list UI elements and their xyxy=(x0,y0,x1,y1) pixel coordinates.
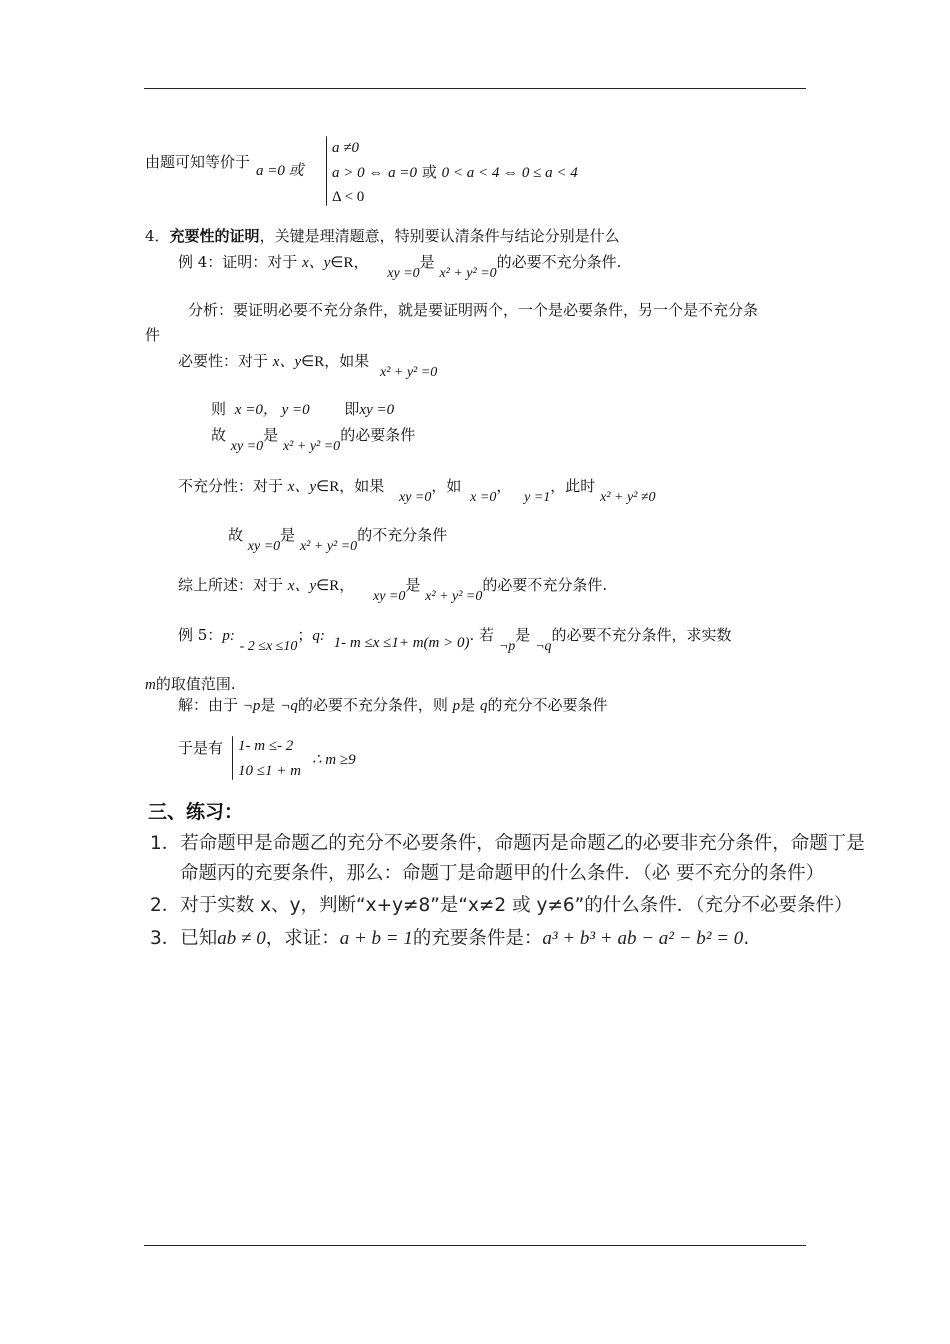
insufficiency-conclusion: 故 xy =0是 x² + y² =0的不充分条件 xyxy=(228,526,448,554)
s1-brace xyxy=(326,136,327,206)
header-rule xyxy=(144,88,806,89)
necessity-conclusion: 故 xy =0是 x² + y² =0的必要条件 xyxy=(211,426,416,454)
footer-rule xyxy=(144,1245,806,1246)
s1-cond3: Δ < 0 xyxy=(332,189,365,205)
analysis-line-2: 件 xyxy=(145,326,161,344)
solution-line: 解：由于 ¬p是 ¬q的必要不充分条件，则 p是 q的充分不必要条件 xyxy=(178,696,608,714)
practice-q1-line-2: 命题丙的充要条件，那么：命题丁是命题甲的什么条件．（必 要不充分的条件） xyxy=(180,863,825,884)
insufficiency-line: 不充分性：对于 x、y∈R，如果 xy =0，如 x =0， y =1，此时 x² + y² ≠0 xyxy=(178,477,656,505)
s1-cond1: a ≠0 xyxy=(332,140,359,156)
s1-cond2-line: a > 0 ⇔ a =0 或 0 < a < 4 ⇔ 0 ≤ a < 4 xyxy=(332,163,578,181)
practice-heading: 三、练习： xyxy=(148,801,244,823)
solution-cond-1: 1- m ≤- 2 xyxy=(238,738,294,754)
solution-brace xyxy=(232,736,233,780)
solution-system-label: 于是有 xyxy=(178,739,224,757)
s1-intro: 由题可知等价于 a =0 或 xyxy=(145,153,304,179)
analysis-line-1: 分析：要证明必要不充分条件，就是要证明两个，一个是必要条件，另一个是不充分条 xyxy=(188,301,759,319)
practice-q1-line-1: 1．若命题甲是命题乙的充分不必要条件，命题丙是命题乙的必要非充分条件，命题丁是 xyxy=(150,833,865,854)
practice-q2: 2．对于实数 x、y，判断“x+y≠8”是“x≠2 或 y≠6”的什么条件．（充分不必要条件） xyxy=(150,895,853,916)
necessity-then: 则 x =0， y =0 即xy =0 xyxy=(211,400,395,418)
example-4: 例 4：证明：对于 x、y∈R， xy =0是 x² + y² =0的必要不充分条件. xyxy=(178,253,622,281)
example-5: 例 5：p: - 2 ≤x ≤10；q: 1- m ≤x ≤1+ m(m > 0). 若 ¬p是 ¬q的必要不充分条件，求实数 xyxy=(178,626,732,654)
example-5-line-2: m的取值范围. xyxy=(145,675,236,693)
necessity-line: 必要性：对于 x、y∈R，如果 x² + y² =0 xyxy=(178,352,438,380)
section-4-heading: 4．充要性的证明，关键是理清题意，特别要认清条件与结论分别是什么 xyxy=(145,227,620,245)
practice-q3: 3．已知ab ≠ 0，求证：a + b = 1的充要条件是：a³ + b³ + ab − a² − b² = 0. xyxy=(150,928,750,949)
solution-result: ∴ m ≥9 xyxy=(312,752,356,768)
summary-line: 综上所述：对于 x、y∈R， xy =0是 x² + y² =0的必要不充分条件. xyxy=(178,576,608,604)
solution-cond-2: 10 ≤1 + m xyxy=(238,763,301,779)
